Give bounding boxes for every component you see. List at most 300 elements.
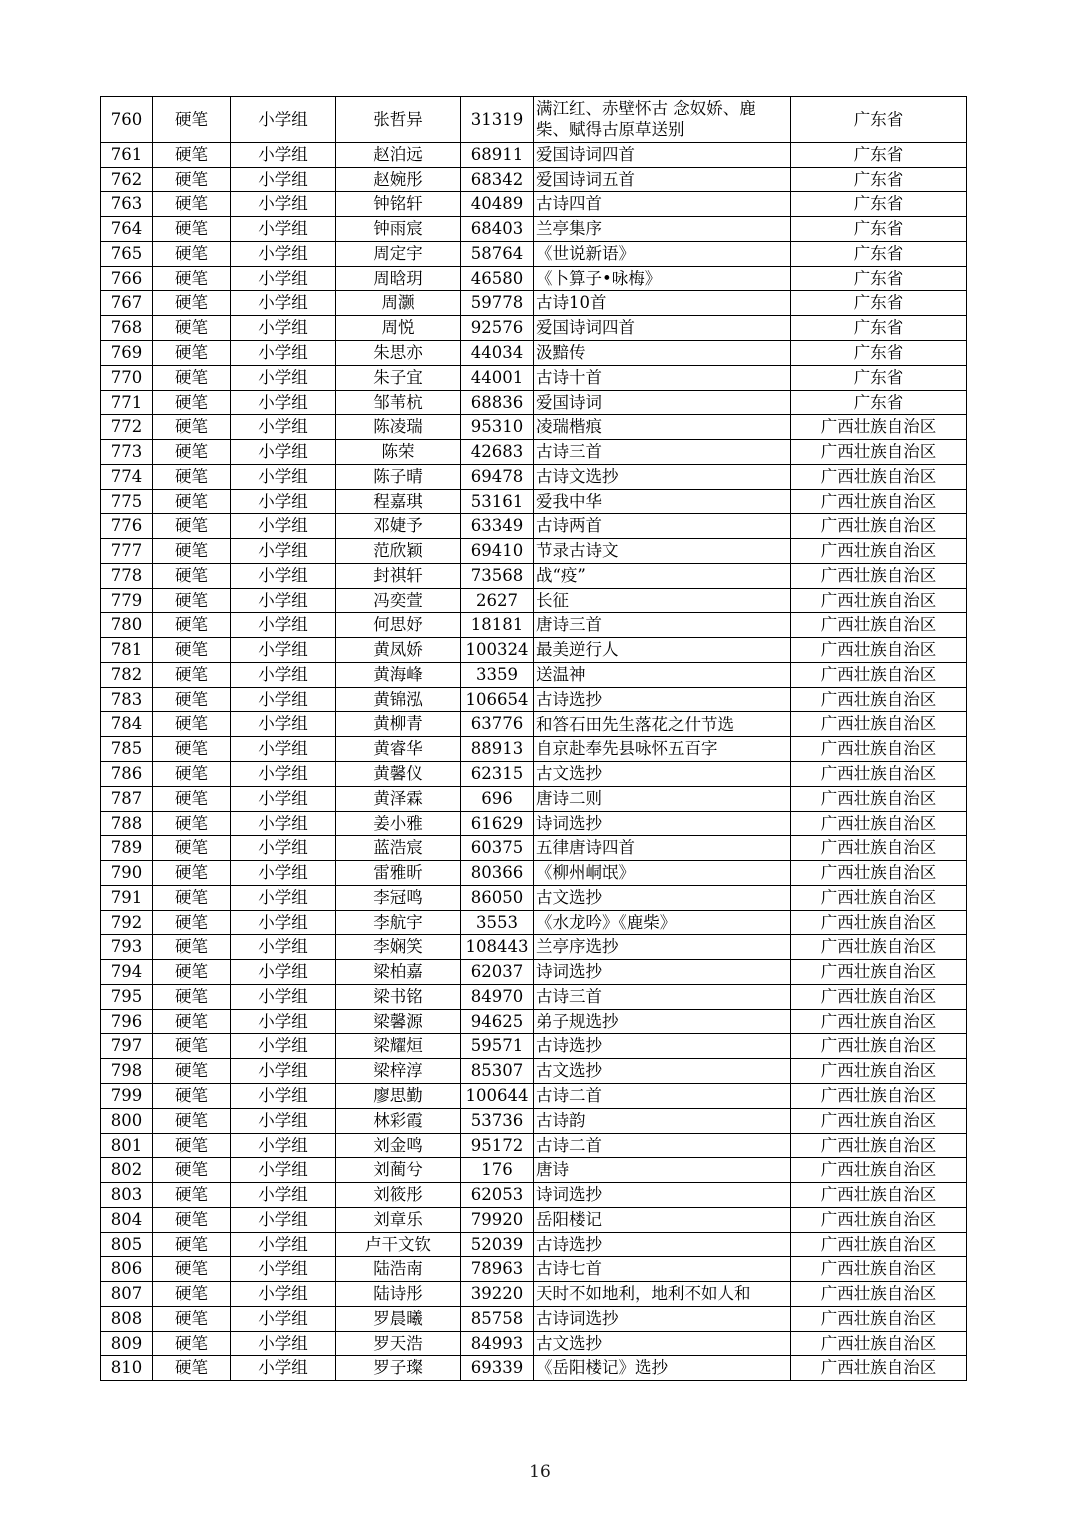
table-row xyxy=(101,1158,967,1183)
cell-sequence: 786 xyxy=(101,762,153,787)
cell-name: 刘筱彤 xyxy=(336,1183,461,1208)
cell-sequence: 770 xyxy=(101,365,153,390)
cell-name: 刘金鸣 xyxy=(336,1133,461,1158)
cell-sequence: 765 xyxy=(101,241,153,266)
cell-group: 小学组 xyxy=(231,1133,336,1158)
cell-sequence: 806 xyxy=(101,1257,153,1282)
cell-name: 封祺轩 xyxy=(336,563,461,588)
cell-sequence: 762 xyxy=(101,167,153,192)
cell-category: 硬笔 xyxy=(153,1356,231,1381)
cell-region: 广西壮族自治区 xyxy=(791,1282,967,1307)
cell-code: 84970 xyxy=(461,984,534,1009)
cell-region: 广西壮族自治区 xyxy=(791,885,967,910)
cell-region: 广西壮族自治区 xyxy=(791,662,967,687)
cell-work: 弟子规选抄 xyxy=(534,1009,791,1034)
cell-sequence: 792 xyxy=(101,910,153,935)
cell-sequence: 780 xyxy=(101,613,153,638)
cell-region: 广西壮族自治区 xyxy=(791,1133,967,1158)
cell-category: 硬笔 xyxy=(153,910,231,935)
cell-group: 小学组 xyxy=(231,241,336,266)
cell-name: 赵泊远 xyxy=(336,142,461,167)
cell-code: 63349 xyxy=(461,514,534,539)
cell-sequence: 805 xyxy=(101,1232,153,1257)
cell-code: 68403 xyxy=(461,217,534,242)
cell-sequence: 778 xyxy=(101,563,153,588)
page-number: 16 xyxy=(529,1462,551,1482)
cell-code: 46580 xyxy=(461,266,534,291)
cell-region: 广西壮族自治区 xyxy=(791,1108,967,1133)
cell-code: 60375 xyxy=(461,836,534,861)
table-row xyxy=(101,142,967,167)
cell-region: 广西壮族自治区 xyxy=(791,786,967,811)
cell-sequence: 768 xyxy=(101,316,153,341)
cell-sequence: 763 xyxy=(101,192,153,217)
cell-group: 小学组 xyxy=(231,1034,336,1059)
cell-category: 硬笔 xyxy=(153,365,231,390)
cell-sequence: 799 xyxy=(101,1083,153,1108)
cell-sequence: 797 xyxy=(101,1034,153,1059)
cell-category: 硬笔 xyxy=(153,960,231,985)
cell-name: 李娴笑 xyxy=(336,935,461,960)
table-row xyxy=(101,241,967,266)
cell-name: 邓婕予 xyxy=(336,514,461,539)
cell-code: 59571 xyxy=(461,1034,534,1059)
cell-name: 梁柏嘉 xyxy=(336,960,461,985)
cell-region: 广西壮族自治区 xyxy=(791,935,967,960)
cell-work: 岳阳楼记 xyxy=(534,1207,791,1232)
cell-category: 硬笔 xyxy=(153,514,231,539)
cell-group: 小学组 xyxy=(231,539,336,564)
cell-name: 黄凤娇 xyxy=(336,638,461,663)
cell-sequence: 774 xyxy=(101,464,153,489)
cell-code: 59778 xyxy=(461,291,534,316)
cell-group: 小学组 xyxy=(231,217,336,242)
cell-sequence: 782 xyxy=(101,662,153,687)
cell-sequence: 788 xyxy=(101,811,153,836)
cell-sequence: 804 xyxy=(101,1207,153,1232)
cell-sequence: 784 xyxy=(101,712,153,737)
roster-table-container xyxy=(100,96,966,1381)
cell-code: 86050 xyxy=(461,885,534,910)
cell-category: 硬笔 xyxy=(153,638,231,663)
table-row xyxy=(101,885,967,910)
cell-sequence: 801 xyxy=(101,1133,153,1158)
cell-region: 广西壮族自治区 xyxy=(791,1158,967,1183)
cell-sequence: 794 xyxy=(101,960,153,985)
cell-sequence: 771 xyxy=(101,390,153,415)
cell-region: 广西壮族自治区 xyxy=(791,613,967,638)
cell-region: 广西壮族自治区 xyxy=(791,1183,967,1208)
table-row xyxy=(101,984,967,1009)
cell-category: 硬笔 xyxy=(153,440,231,465)
cell-work: 古文选抄 xyxy=(534,1059,791,1084)
cell-sequence: 803 xyxy=(101,1183,153,1208)
cell-region: 广东省 xyxy=(791,217,967,242)
table-row xyxy=(101,960,967,985)
cell-sequence: 787 xyxy=(101,786,153,811)
cell-work: 古诗两首 xyxy=(534,514,791,539)
table-row xyxy=(101,861,967,886)
cell-group: 小学组 xyxy=(231,464,336,489)
cell-name: 姜小雅 xyxy=(336,811,461,836)
cell-sequence: 767 xyxy=(101,291,153,316)
cell-group: 小学组 xyxy=(231,415,336,440)
cell-code: 696 xyxy=(461,786,534,811)
cell-name: 周晗玥 xyxy=(336,266,461,291)
cell-sequence: 779 xyxy=(101,588,153,613)
cell-group: 小学组 xyxy=(231,613,336,638)
cell-category: 硬笔 xyxy=(153,861,231,886)
cell-work: 天时不如地利，地利不如人和 xyxy=(534,1282,791,1307)
cell-region: 广西壮族自治区 xyxy=(791,489,967,514)
cell-category: 硬笔 xyxy=(153,1257,231,1282)
cell-name: 黄海峰 xyxy=(336,662,461,687)
cell-work: 长征 xyxy=(534,588,791,613)
cell-group: 小学组 xyxy=(231,142,336,167)
cell-region: 广东省 xyxy=(791,241,967,266)
cell-code: 31319 xyxy=(461,97,534,143)
cell-region: 广西壮族自治区 xyxy=(791,737,967,762)
cell-category: 硬笔 xyxy=(153,1306,231,1331)
cell-work: 爱国诗词四首 xyxy=(534,316,791,341)
table-row xyxy=(101,786,967,811)
cell-category: 硬笔 xyxy=(153,1183,231,1208)
cell-category: 硬笔 xyxy=(153,588,231,613)
cell-work: 古诗四首 xyxy=(534,192,791,217)
cell-code: 40489 xyxy=(461,192,534,217)
cell-work: 汲黯传 xyxy=(534,341,791,366)
cell-category: 硬笔 xyxy=(153,316,231,341)
cell-name: 何思妤 xyxy=(336,613,461,638)
cell-name: 周悦 xyxy=(336,316,461,341)
cell-category: 硬笔 xyxy=(153,1133,231,1158)
cell-region: 广西壮族自治区 xyxy=(791,1083,967,1108)
cell-name: 陆诗彤 xyxy=(336,1282,461,1307)
cell-group: 小学组 xyxy=(231,1108,336,1133)
cell-group: 小学组 xyxy=(231,1257,336,1282)
cell-code: 18181 xyxy=(461,613,534,638)
cell-category: 硬笔 xyxy=(153,341,231,366)
cell-region: 广西壮族自治区 xyxy=(791,861,967,886)
table-row xyxy=(101,489,967,514)
cell-region: 广西壮族自治区 xyxy=(791,836,967,861)
cell-group: 小学组 xyxy=(231,390,336,415)
cell-region: 广西壮族自治区 xyxy=(791,811,967,836)
cell-sequence: 807 xyxy=(101,1282,153,1307)
cell-region: 广西壮族自治区 xyxy=(791,712,967,737)
cell-group: 小学组 xyxy=(231,167,336,192)
cell-region: 广东省 xyxy=(791,167,967,192)
cell-work: 古诗十首 xyxy=(534,365,791,390)
cell-category: 硬笔 xyxy=(153,885,231,910)
cell-work: 古诗选抄 xyxy=(534,1034,791,1059)
cell-group: 小学组 xyxy=(231,836,336,861)
cell-code: 53161 xyxy=(461,489,534,514)
cell-name: 赵婉彤 xyxy=(336,167,461,192)
cell-region: 广西壮族自治区 xyxy=(791,960,967,985)
cell-code: 3359 xyxy=(461,662,534,687)
cell-group: 小学组 xyxy=(231,638,336,663)
table-row xyxy=(101,1133,967,1158)
cell-group: 小学组 xyxy=(231,935,336,960)
cell-work: 古诗文选抄 xyxy=(534,464,791,489)
cell-work: 古文选抄 xyxy=(534,1331,791,1356)
cell-code: 58764 xyxy=(461,241,534,266)
cell-group: 小学组 xyxy=(231,97,336,143)
cell-group: 小学组 xyxy=(231,1158,336,1183)
cell-name: 黄泽霖 xyxy=(336,786,461,811)
table-row xyxy=(101,514,967,539)
cell-work: 兰亭序选抄 xyxy=(534,935,791,960)
cell-code: 100324 xyxy=(461,638,534,663)
cell-group: 小学组 xyxy=(231,885,336,910)
cell-code: 3553 xyxy=(461,910,534,935)
cell-region: 广西壮族自治区 xyxy=(791,1306,967,1331)
cell-name: 罗天浩 xyxy=(336,1331,461,1356)
cell-region: 广东省 xyxy=(791,291,967,316)
cell-name: 刘蔺兮 xyxy=(336,1158,461,1183)
cell-name: 卢干文钦 xyxy=(336,1232,461,1257)
cell-region: 广西壮族自治区 xyxy=(791,984,967,1009)
table-row xyxy=(101,687,967,712)
cell-code: 39220 xyxy=(461,1282,534,1307)
cell-group: 小学组 xyxy=(231,291,336,316)
cell-name: 钟雨宸 xyxy=(336,217,461,242)
cell-region: 广西壮族自治区 xyxy=(791,1034,967,1059)
table-row xyxy=(101,464,967,489)
cell-group: 小学组 xyxy=(231,1306,336,1331)
table-row xyxy=(101,440,967,465)
cell-name: 黄睿华 xyxy=(336,737,461,762)
cell-name: 刘章乐 xyxy=(336,1207,461,1232)
cell-group: 小学组 xyxy=(231,786,336,811)
cell-category: 硬笔 xyxy=(153,489,231,514)
cell-sequence: 766 xyxy=(101,266,153,291)
cell-region: 广东省 xyxy=(791,192,967,217)
cell-region: 广东省 xyxy=(791,316,967,341)
cell-code: 69478 xyxy=(461,464,534,489)
cell-group: 小学组 xyxy=(231,712,336,737)
cell-group: 小学组 xyxy=(231,687,336,712)
cell-code: 69339 xyxy=(461,1356,534,1381)
cell-name: 梁梓淳 xyxy=(336,1059,461,1084)
cell-work: 唐诗三首 xyxy=(534,613,791,638)
cell-group: 小学组 xyxy=(231,1207,336,1232)
cell-code: 78963 xyxy=(461,1257,534,1282)
cell-name: 蓝浩宸 xyxy=(336,836,461,861)
cell-sequence: 783 xyxy=(101,687,153,712)
cell-group: 小学组 xyxy=(231,1282,336,1307)
cell-category: 硬笔 xyxy=(153,762,231,787)
cell-work: 《卜算子•咏梅》 xyxy=(534,266,791,291)
cell-code: 84993 xyxy=(461,1331,534,1356)
cell-sequence: 776 xyxy=(101,514,153,539)
cell-group: 小学组 xyxy=(231,1356,336,1381)
cell-code: 80366 xyxy=(461,861,534,886)
cell-category: 硬笔 xyxy=(153,217,231,242)
cell-region: 广西壮族自治区 xyxy=(791,1331,967,1356)
cell-code: 95172 xyxy=(461,1133,534,1158)
cell-region: 广西壮族自治区 xyxy=(791,1257,967,1282)
cell-work: 古诗选抄 xyxy=(534,1232,791,1257)
cell-group: 小学组 xyxy=(231,960,336,985)
cell-region: 广西壮族自治区 xyxy=(791,539,967,564)
cell-name: 黄锦泓 xyxy=(336,687,461,712)
cell-name: 黄馨仪 xyxy=(336,762,461,787)
cell-work: 自京赴奉先县咏怀五百字 xyxy=(534,737,791,762)
cell-work: 诗词选抄 xyxy=(534,811,791,836)
cell-code: 62037 xyxy=(461,960,534,985)
cell-work: 《岳阳楼记》选抄 xyxy=(534,1356,791,1381)
cell-category: 硬笔 xyxy=(153,539,231,564)
table-row xyxy=(101,910,967,935)
table-row xyxy=(101,341,967,366)
cell-region: 广东省 xyxy=(791,266,967,291)
table-row xyxy=(101,97,967,143)
cell-work: 古诗七首 xyxy=(534,1257,791,1282)
cell-name: 陈凌瑞 xyxy=(336,415,461,440)
cell-code: 88913 xyxy=(461,737,534,762)
cell-category: 硬笔 xyxy=(153,291,231,316)
table-row xyxy=(101,1356,967,1381)
cell-code: 68911 xyxy=(461,142,534,167)
cell-group: 小学组 xyxy=(231,563,336,588)
cell-group: 小学组 xyxy=(231,737,336,762)
cell-name: 黄柳青 xyxy=(336,712,461,737)
cell-group: 小学组 xyxy=(231,266,336,291)
cell-category: 硬笔 xyxy=(153,984,231,1009)
cell-category: 硬笔 xyxy=(153,1009,231,1034)
cell-region: 广西壮族自治区 xyxy=(791,514,967,539)
cell-category: 硬笔 xyxy=(153,687,231,712)
cell-name: 周定宇 xyxy=(336,241,461,266)
roster-table-body xyxy=(101,97,967,1381)
cell-code: 42683 xyxy=(461,440,534,465)
cell-code: 92576 xyxy=(461,316,534,341)
cell-code: 52039 xyxy=(461,1232,534,1257)
cell-name: 李航宇 xyxy=(336,910,461,935)
cell-sequence: 798 xyxy=(101,1059,153,1084)
roster-table xyxy=(100,96,967,1381)
cell-code: 61629 xyxy=(461,811,534,836)
cell-work: 诗词选抄 xyxy=(534,960,791,985)
cell-name: 程嘉琪 xyxy=(336,489,461,514)
cell-code: 176 xyxy=(461,1158,534,1183)
cell-name: 陈荣 xyxy=(336,440,461,465)
cell-category: 硬笔 xyxy=(153,1034,231,1059)
cell-work: 古文选抄 xyxy=(534,762,791,787)
cell-category: 硬笔 xyxy=(153,464,231,489)
cell-category: 硬笔 xyxy=(153,97,231,143)
cell-work: 战“疫” xyxy=(534,563,791,588)
cell-work: 兰亭集序 xyxy=(534,217,791,242)
cell-sequence: 802 xyxy=(101,1158,153,1183)
cell-work: 和答石田先生落花之什节选 xyxy=(534,712,791,737)
cell-region: 广西壮族自治区 xyxy=(791,588,967,613)
cell-sequence: 775 xyxy=(101,489,153,514)
cell-category: 硬笔 xyxy=(153,390,231,415)
table-row xyxy=(101,390,967,415)
cell-code: 108443 xyxy=(461,935,534,960)
cell-category: 硬笔 xyxy=(153,1059,231,1084)
cell-group: 小学组 xyxy=(231,984,336,1009)
cell-work: 满江红、赤壁怀古 念奴娇、鹿柴、赋得古原草送别 xyxy=(534,97,791,143)
cell-code: 53736 xyxy=(461,1108,534,1133)
cell-sequence: 810 xyxy=(101,1356,153,1381)
cell-group: 小学组 xyxy=(231,341,336,366)
table-row xyxy=(101,192,967,217)
cell-code: 100644 xyxy=(461,1083,534,1108)
cell-sequence: 769 xyxy=(101,341,153,366)
cell-work: 古诗三首 xyxy=(534,440,791,465)
cell-category: 硬笔 xyxy=(153,786,231,811)
cell-category: 硬笔 xyxy=(153,241,231,266)
cell-region: 广西壮族自治区 xyxy=(791,910,967,935)
cell-region: 广西壮族自治区 xyxy=(791,1059,967,1084)
cell-code: 85307 xyxy=(461,1059,534,1084)
table-row xyxy=(101,167,967,192)
cell-code: 68836 xyxy=(461,390,534,415)
cell-code: 79920 xyxy=(461,1207,534,1232)
cell-code: 44001 xyxy=(461,365,534,390)
cell-category: 硬笔 xyxy=(153,1158,231,1183)
cell-code: 73568 xyxy=(461,563,534,588)
table-row xyxy=(101,662,967,687)
cell-group: 小学组 xyxy=(231,440,336,465)
table-row xyxy=(101,935,967,960)
cell-work: 五律唐诗四首 xyxy=(534,836,791,861)
cell-region: 广西壮族自治区 xyxy=(791,440,967,465)
cell-name: 陆浩南 xyxy=(336,1257,461,1282)
table-row xyxy=(101,1009,967,1034)
cell-code: 85758 xyxy=(461,1306,534,1331)
cell-name: 朱子宜 xyxy=(336,365,461,390)
cell-category: 硬笔 xyxy=(153,1108,231,1133)
cell-category: 硬笔 xyxy=(153,712,231,737)
cell-category: 硬笔 xyxy=(153,266,231,291)
cell-sequence: 760 xyxy=(101,97,153,143)
cell-code: 106654 xyxy=(461,687,534,712)
table-row xyxy=(101,1108,967,1133)
cell-category: 硬笔 xyxy=(153,192,231,217)
cell-sequence: 791 xyxy=(101,885,153,910)
cell-work: 爱国诗词五首 xyxy=(534,167,791,192)
cell-category: 硬笔 xyxy=(153,1083,231,1108)
cell-region: 广西壮族自治区 xyxy=(791,464,967,489)
cell-region: 广西壮族自治区 xyxy=(791,1207,967,1232)
cell-work: 唐诗 xyxy=(534,1158,791,1183)
cell-work: 古诗二首 xyxy=(534,1133,791,1158)
cell-code: 68342 xyxy=(461,167,534,192)
table-row xyxy=(101,1034,967,1059)
cell-name: 冯奕萱 xyxy=(336,588,461,613)
cell-name: 廖思勤 xyxy=(336,1083,461,1108)
cell-work: 诗词选抄 xyxy=(534,1183,791,1208)
cell-work: 古诗二首 xyxy=(534,1083,791,1108)
cell-work: 节录古诗文 xyxy=(534,539,791,564)
cell-region: 广西壮族自治区 xyxy=(791,762,967,787)
cell-group: 小学组 xyxy=(231,1331,336,1356)
cell-sequence: 790 xyxy=(101,861,153,886)
cell-category: 硬笔 xyxy=(153,1282,231,1307)
cell-sequence: 800 xyxy=(101,1108,153,1133)
cell-code: 94625 xyxy=(461,1009,534,1034)
cell-name: 钟铭轩 xyxy=(336,192,461,217)
table-row xyxy=(101,539,967,564)
cell-sequence: 785 xyxy=(101,737,153,762)
table-row xyxy=(101,1331,967,1356)
table-row xyxy=(101,563,967,588)
